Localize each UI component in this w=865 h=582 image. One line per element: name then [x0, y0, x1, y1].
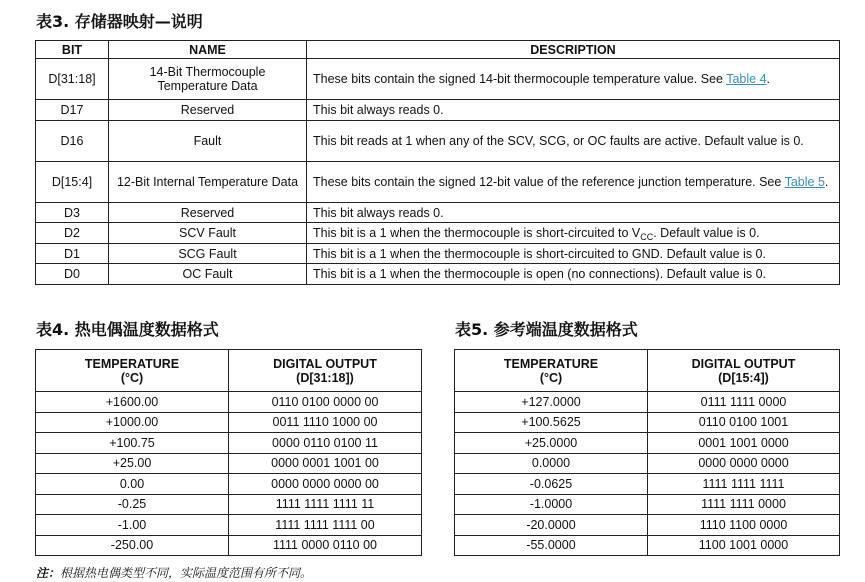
table-row [36, 59, 840, 100]
table5-link[interactable]: Table 5 [784, 175, 825, 189]
temperature-cell: -0.25 [36, 494, 229, 515]
temperature-cell: +127.0000 [455, 392, 648, 413]
footnote [36, 564, 312, 581]
output-cell: 1111 1111 1111 [648, 474, 840, 495]
name-cell: SCG Fault [109, 244, 307, 264]
header-name: NAME [109, 41, 307, 59]
header-temperature: TEMPERATURE (°C) [36, 350, 229, 392]
table-row [36, 264, 840, 285]
reference-junction-format-table [454, 349, 840, 556]
bit-cell: D3 [36, 203, 109, 223]
bit-cell: D1 [36, 244, 109, 264]
output-cell: 0001 1001 0000 [648, 433, 840, 454]
table-row [455, 392, 840, 413]
temperature-cell: +1600.00 [36, 392, 229, 413]
output-cell: 1111 1111 0000 [648, 494, 840, 515]
table-row [36, 433, 422, 454]
bit-cell: D2 [36, 223, 109, 244]
bit-cell: D[15:4] [36, 162, 109, 203]
temperature-cell: 0.00 [36, 474, 229, 495]
temperature-cell: -0.0625 [455, 474, 648, 495]
table-row [36, 474, 422, 495]
output-cell: 0000 0000 0000 [648, 453, 840, 474]
description-cell: This bit always reads 0. [307, 100, 840, 121]
table-row [36, 392, 422, 413]
table-row [455, 433, 840, 454]
temperature-cell: +25.00 [36, 453, 229, 474]
table-row [36, 494, 422, 515]
output-cell: 1100 1001 0000 [648, 535, 840, 556]
output-cell: 0110 0100 0000 00 [229, 392, 422, 413]
output-cell: 1111 1111 1111 11 [229, 494, 422, 515]
header-temperature: TEMPERATURE (°C) [455, 350, 648, 392]
table-row [455, 474, 840, 495]
table-row [36, 412, 422, 433]
header-digital-output: DIGITAL OUTPUT (D[31:18]) [229, 350, 422, 392]
temperature-cell: -1.00 [36, 515, 229, 536]
description-cell: This bit is a 1 when the thermocouple is open (no connections). Default value is 0. [307, 264, 840, 285]
table-row [36, 453, 422, 474]
temperature-cell: +100.75 [36, 433, 229, 454]
bit-cell: D0 [36, 264, 109, 285]
bit-cell: D16 [36, 121, 109, 162]
bit-cell: D[31:18] [36, 59, 109, 100]
name-cell: SCV Fault [109, 223, 307, 244]
table3-title: 表3. 存储器映射—说明 [36, 12, 203, 31]
description-cell: This bit is a 1 when the thermocouple is short-circuited to GND. Default value is 0. [307, 244, 840, 264]
table-row [36, 162, 840, 203]
footnote-label: 注： [36, 566, 61, 580]
name-cell: 12-Bit Internal Temperature Data [109, 162, 307, 203]
table-row [455, 535, 840, 556]
header-digital-output: DIGITAL OUTPUT (D[15:4]) [648, 350, 840, 392]
table-row [455, 453, 840, 474]
table4-link[interactable]: Table 4 [726, 72, 767, 86]
memory-map-table [35, 40, 840, 285]
table-row [36, 244, 840, 264]
table-row [36, 121, 840, 162]
description-cell: These bits contain the signed 14-bit thermocouple temperature value. See Table 4. [307, 59, 840, 100]
temperature-cell: -250.00 [36, 535, 229, 556]
table-row [36, 223, 840, 244]
table4-title: 表4. 热电偶温度数据格式 [36, 320, 219, 339]
header-bit: BIT [36, 41, 109, 59]
table-row [455, 515, 840, 536]
name-cell: Reserved [109, 203, 307, 223]
bit-cell: D17 [36, 100, 109, 121]
table-row [455, 494, 840, 515]
description-cell: These bits contain the signed 12-bit value of the reference junction temperature. See Table 5. [307, 162, 840, 203]
header-description: DESCRIPTION [307, 41, 840, 59]
table-row [36, 535, 422, 556]
temperature-cell: 0.0000 [455, 453, 648, 474]
output-cell: 0011 1110 1000 00 [229, 412, 422, 433]
temperature-cell: -20.0000 [455, 515, 648, 536]
table-row [36, 100, 840, 121]
output-cell: 1110 1100 0000 [648, 515, 840, 536]
description-cell: This bit always reads 0. [307, 203, 840, 223]
table-row [455, 412, 840, 433]
table5-title: 表5. 参考端温度数据格式 [455, 320, 638, 339]
temperature-cell: -55.0000 [455, 535, 648, 556]
temperature-cell: -1.0000 [455, 494, 648, 515]
description-cell: This bit reads at 1 when any of the SCV, SCG, or OC faults are active. Default value is 0. [307, 121, 840, 162]
temperature-cell: +25.0000 [455, 433, 648, 454]
output-cell: 0000 0001 1001 00 [229, 453, 422, 474]
name-cell: Reserved [109, 100, 307, 121]
output-cell: 1111 0000 0110 00 [229, 535, 422, 556]
thermocouple-format-table [35, 349, 422, 556]
temperature-cell: +100.5625 [455, 412, 648, 433]
name-cell: Fault [109, 121, 307, 162]
table-row [36, 203, 840, 223]
output-cell: 0000 0110 0100 11 [229, 433, 422, 454]
temperature-cell: +1000.00 [36, 412, 229, 433]
output-cell: 0110 0100 1001 [648, 412, 840, 433]
output-cell: 0000 0000 0000 00 [229, 474, 422, 495]
output-cell: 1111 1111 1111 00 [229, 515, 422, 536]
output-cell: 0111 1111 0000 [648, 392, 840, 413]
name-cell: 14-Bit Thermocouple Temperature Data [109, 59, 307, 100]
table-row [36, 515, 422, 536]
name-cell: OC Fault [109, 264, 307, 285]
footnote-text: 根据热电偶类型不同，实际温度范围有所不同。 [60, 566, 313, 580]
description-cell: This bit is a 1 when the thermocouple is short-circuited to $V_{CC}$. Default value is 0. [307, 223, 840, 244]
